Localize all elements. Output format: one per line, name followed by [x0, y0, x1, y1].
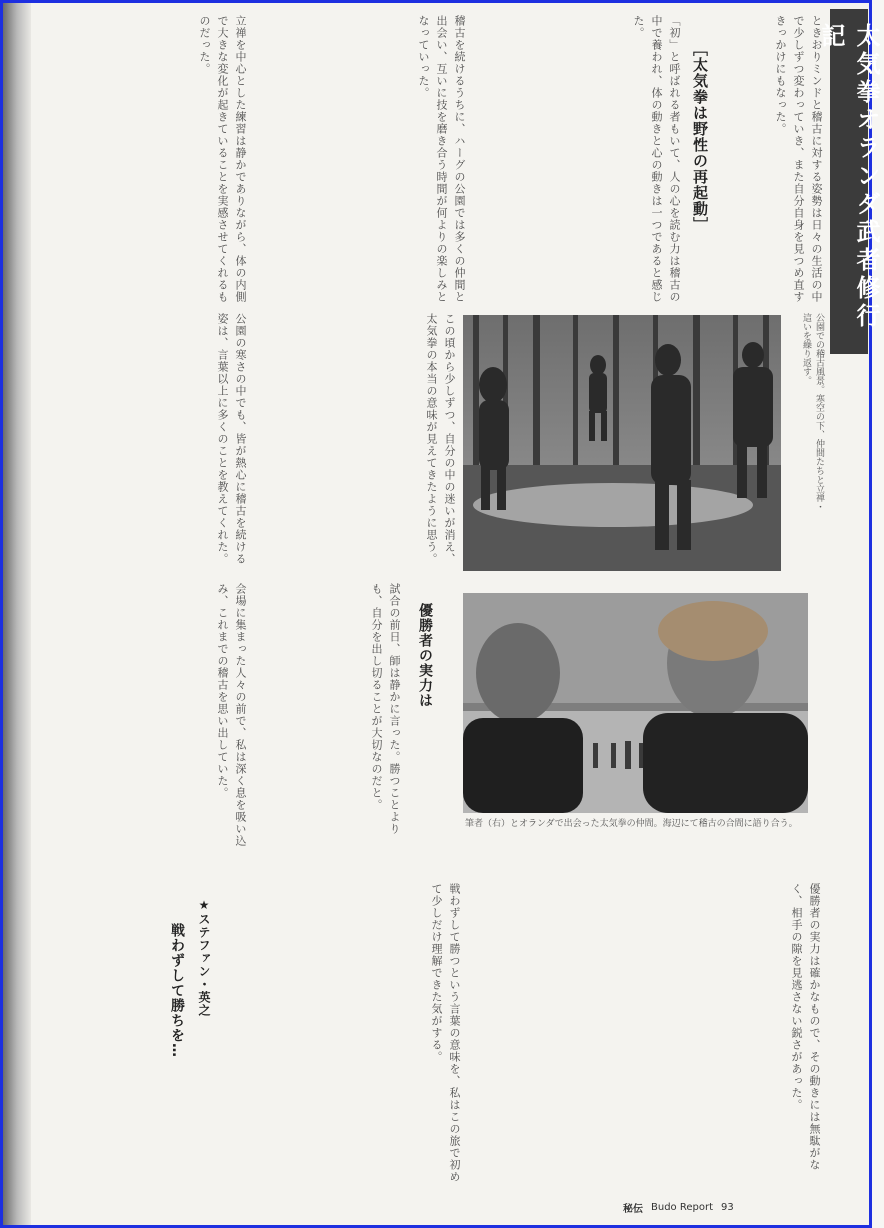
training-photo — [463, 315, 781, 571]
page-footer — [623, 1198, 823, 1216]
portrait-photo — [463, 593, 808, 813]
body-column-e: この頃から少しずつ、自分の中の迷いが消え、太気拳の本当の意味が見えてきたように思う。 — [425, 313, 456, 565]
series-title-tab — [817, 9, 880, 354]
photo2-caption: 筆者（右）とオランダで出会った太気拳の仲間。海辺にて稽古の合間に語り合う。 — [465, 819, 798, 829]
body-column-a: ときおりミンドと稽古に対する姿勢は日々の生活の中で少しずつ変わっていき、また自分自身を見つめ直すきっかけにもなった。 — [774, 15, 823, 303]
body-column-d: 立禅を中心とした練習は静かでありながら、体の内側で大きな変化が起きていることを実感させてくれるものだった。 — [198, 15, 247, 303]
photo1-caption: 公園での稽古風景。寒空の下、仲間たちと立禅・這いを繰り返す。 — [801, 313, 824, 511]
series-title: 太気拳オランダ武者修行記 — [817, 23, 880, 331]
series-name: Budo Report — [651, 1201, 713, 1213]
page-number: 93 — [721, 1201, 734, 1213]
binding-spine — [3, 3, 31, 1225]
body-column-c: 稽古を続けるうちに、ハーグの公園では多くの仲間と出会い、互いに技を磨き合う時間が何よりの楽しみとなっていった。 — [417, 15, 466, 303]
body-column-i: 優勝者の実力は確かなもので、その動きには無駄がなく、相手の隙を見逃さない鋭さがあった。 — [790, 883, 821, 1171]
section-heading-2: 優勝者の実力は — [417, 603, 433, 708]
publication-name: 秘伝 — [623, 1203, 643, 1215]
body-column-j: 戦わずして勝つという言葉の意味を、私はこの旅で初めて少しだけ理解できた気がする。 — [430, 883, 461, 1183]
body-column-g: 試合の前日、師は静かに言った。勝つことよりも、自分を出し切ることが大切なのだと。 — [370, 583, 401, 835]
body-column-h: 会場に集まった人々の前で、私は深く息を吸い込み、これまでの稽古を思い出していた。 — [216, 583, 247, 847]
body-column-f: 公園の寒さの中でも、皆が熱心に稽古を続ける姿は、言葉以上に多くのことを教えてくれた。 — [216, 313, 247, 565]
section-heading: ［太気拳は野性の再起動］ — [691, 41, 709, 233]
section-heading-3: ★ステファン・英之 — [197, 898, 211, 1017]
section-heading-4: 戦わずして勝ちを… — [169, 923, 185, 1058]
body-column-b: 「初」と呼ばれる者もいて、人の心を読む力は稽古の中で養われ、体の動きと心の動きは一つであると感じた。 — [632, 15, 681, 303]
